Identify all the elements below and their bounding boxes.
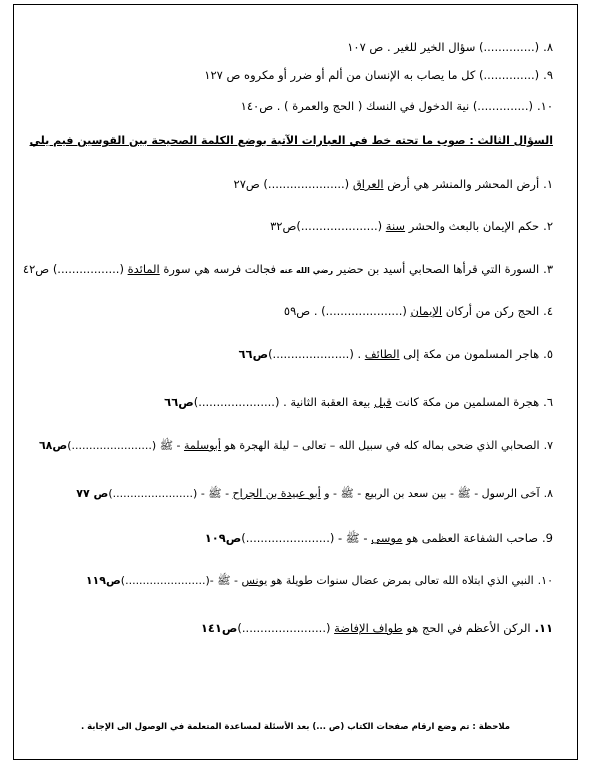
underlined-word: أبوسلمة [183,439,221,452]
page-ref: ص٦٨ [38,439,68,452]
question-heading: السؤال الثالث : صوب ما تحته خط في العبارات الآتية بوضع الكلمة الصحيحة بين القوسين فيم يلي [29,134,553,147]
footer-note: ملاحظة : تم وضع ارقام صفحات الكتاب (ص ...) بعد الأسئلة لمساعدة المتعلمة في الوصول الى الإجابة . [80,722,511,732]
page-ref: ص٦٦ [164,395,194,409]
underlined-word: أبو عبيدة بن الجراح [232,487,321,500]
list-item: ٥.هاجر المسلمون من مكة إلى الطائف . (.....................)ص٦٦ [238,347,553,361]
list-item: ٣.السورة التي قرأها الصحابي أسيد بن حضير رضي الله عنه فجالت فرسه هي سورة المائدة (.................) ص٤٢ [22,262,553,276]
list-item: ٩.(..............) كل ما يصاب به الإنسان من ألم أو ضرر أو مكروه ص ١٢٧ [204,68,553,82]
list-item: ٤.الحج ركن من أركان الإيمان (.....................) . ص٥٩ [283,304,553,318]
underlined-word: الإيمان [410,304,443,318]
list-item: ١٠.(..............) نية الدخول في النسك ( الحج والعمرة ) . ص١٤٠ [240,99,553,113]
list-item: ٨.آخى الرسول - ﷺ - بين سعد بن الربيع - ﷺ - و أبو عبيدة بن الجراح - ﷺ - (.......................)ص ٧٧ [76,487,553,500]
underlined-word: قبل [373,395,392,409]
page-ref: ص١١٩ [85,574,121,587]
underlined-word: سنة [385,219,406,233]
list-item: 9.صاحب الشفاعة العظمى هو موسى - ﷺ - (.......................)ص١٠٩ [204,531,553,545]
list-item: ٨.(..............) سؤال الخير للغير . ص ١٠٧ [347,40,553,54]
list-item: ٢.حكم الإيمان بالبعث والحشر سنة (.....................)ص٣٢ [270,219,553,233]
list-item: ١٠.النبي الذي ابتلاه الله تعالى بمرض عضال سنوات طويلة هو يونس - ﷺ -(.......................)ص١١٩ [85,574,553,587]
underlined-word: المائدة [127,262,160,276]
page-ref: ص٦٦ [238,347,269,361]
underlined-word: الطائف [364,347,400,361]
page-ref: ص ٧٧ [76,487,109,500]
page-border [13,4,578,760]
list-item: ٧.الصحابي الذي ضحى بماله كله في سبيل الله – تعالى – ليلة الهجرة هو أبوسلمة - ﷺ (.......................)ص٦٨ [38,439,553,452]
underlined-word: يونس [241,574,268,587]
underlined-word: طواف الإفاضة [334,621,403,635]
page-ref: ص١٠٩ [204,531,242,545]
page-ref: ص١٤١ [200,621,238,635]
list-item: ٦.هجرة المسلمين من مكة كانت قبل بيعة العقبة الثانية . (.....................)ص٦٦ [164,395,553,409]
list-item: ١.أرض المحشر والمنشر هي أرض العراق (.....................) ص٢٧ [233,177,553,191]
honorific: رضي الله عنه [279,266,334,275]
underlined-word: العراق [352,177,384,191]
list-item: ١١.الركن الأعظم في الحج هو طواف الإفاضة (.......................)ص١٤١ [200,621,553,635]
underlined-word: موسى [371,531,403,545]
